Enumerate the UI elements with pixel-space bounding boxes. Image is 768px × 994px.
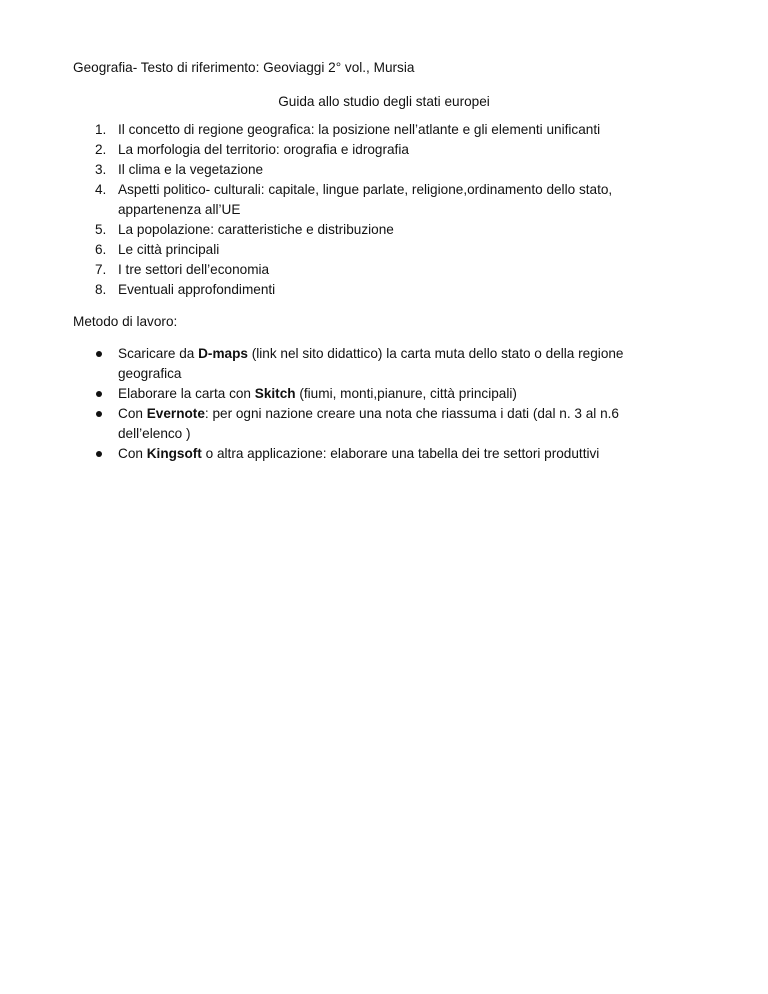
bullet-text-pre: Elaborare la carta con [118, 386, 255, 401]
list-item-text: Aspetti politico- culturali: capitale, lingue parlate, religione,ordinamento dello stato, appartenenza all’UE [118, 182, 613, 217]
document-header: Geografia- Testo di riferimento: Geoviaggi 2° vol., Mursia [73, 60, 415, 75]
bullet-text-post: (fiumi, monti,pianure, città principali) [295, 386, 517, 401]
list-item-text: Il clima e la vegetazione [118, 162, 264, 177]
list-item-text: La morfologia del territorio: orografia e idrografia [118, 142, 409, 157]
document-subtitle: Guida allo studio degli stati europei [278, 94, 490, 109]
method-heading: Metodo di lavoro: [73, 314, 178, 329]
bullet-text-pre: Scaricare da [118, 346, 199, 361]
list-item [73, 140, 673, 160]
list-item-text: Le città principali [118, 242, 220, 257]
bullet-text-pre: Con [118, 446, 147, 461]
bullet-icon [96, 391, 102, 397]
bullet-text-post: (link nel sito didattico) la carta muta dello stato o della regione geografica [118, 346, 624, 381]
list-item-number: 7. [95, 262, 107, 277]
list-item [73, 180, 673, 220]
bullet-text-post: : per ogni nazione creare una nota che riassuma i dati (dal n. 3 al n.6 dell’elenco ) [118, 406, 619, 441]
bullet-item [73, 384, 673, 404]
list-item-number: 8. [95, 282, 107, 297]
list-item-text: I tre settori dell’economia [118, 262, 270, 277]
list-item [73, 160, 673, 180]
bullet-bold-app: Kingsoft [146, 446, 202, 461]
bullet-bold-app: Evernote [146, 406, 205, 421]
list-item [73, 280, 673, 300]
bullet-item [73, 404, 673, 444]
bullet-icon [96, 411, 102, 417]
list-item-number: 4. [95, 182, 107, 197]
method-bullet-list [73, 344, 673, 464]
list-item [73, 120, 673, 140]
bullet-text-pre: Con [118, 406, 147, 421]
bullet-icon [96, 451, 102, 457]
list-item-text: La popolazione: caratteristiche e distribuzione [118, 222, 394, 237]
bullet-bold-app: Skitch [254, 386, 296, 401]
bullet-text-post: o altra applicazione: elaborare una tabella dei tre settori produttivi [201, 446, 600, 461]
bullet-bold-app: D-maps [198, 346, 248, 361]
list-item-number: 2. [95, 142, 107, 157]
list-item-number: 6. [95, 242, 107, 257]
list-item [73, 240, 673, 260]
bullet-item [73, 444, 673, 464]
list-item [73, 260, 673, 280]
list-item-number: 3. [95, 162, 107, 177]
bullet-item [73, 344, 673, 384]
list-item-number: 5. [95, 222, 107, 237]
study-guide-list [73, 120, 673, 300]
list-item [73, 220, 673, 240]
bullet-icon [96, 351, 102, 357]
list-item-number: 1. [95, 122, 107, 137]
list-item-text: Il concetto di regione geografica: la posizione nell’atlante e gli elementi unificanti [118, 122, 601, 137]
list-item-text: Eventuali approfondimenti [118, 282, 276, 297]
